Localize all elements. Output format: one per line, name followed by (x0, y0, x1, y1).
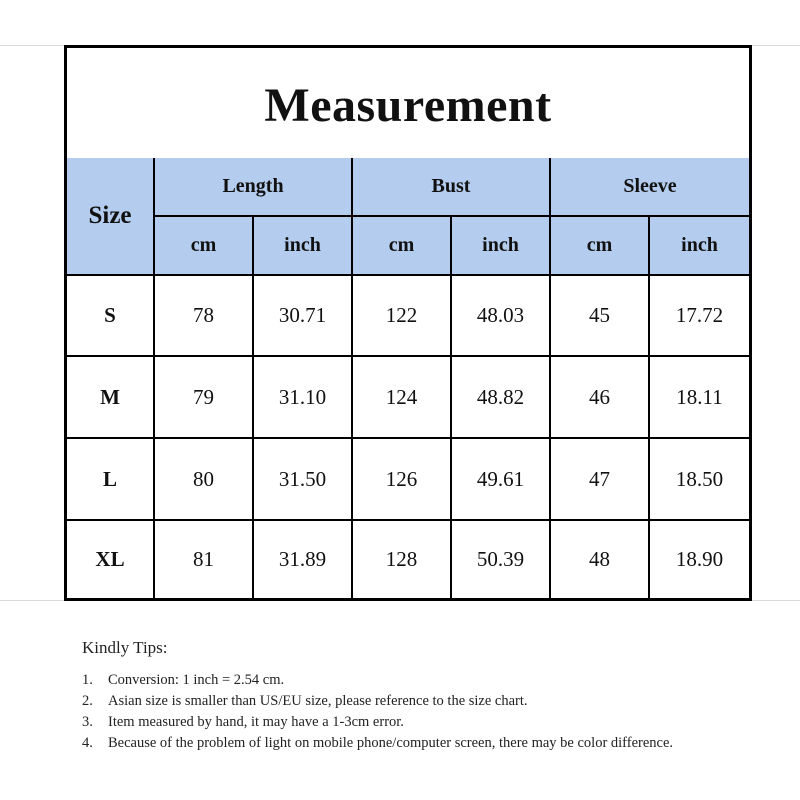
unit-header: cm (155, 217, 254, 276)
title-row (67, 48, 749, 161)
list-item (82, 670, 722, 691)
table-cell: 128 (353, 521, 452, 598)
tip-text: Conversion: 1 inch = 2.54 cm. (108, 672, 285, 688)
unit-header: cm (551, 217, 650, 276)
list-item (82, 691, 722, 712)
tip-text: Asian size is smaller than US/EU size, please reference to the size chart. (108, 693, 528, 709)
tip-number: 4. (82, 735, 93, 751)
table-cell: 48 (551, 521, 650, 598)
table-cell: 50.39 (452, 521, 551, 598)
tip-number: 2. (82, 693, 93, 709)
size-label: M (67, 357, 155, 439)
tip-number: 3. (82, 714, 93, 730)
size-label: XL (67, 521, 155, 598)
size-column-header: Size (67, 158, 155, 276)
tips-list (82, 670, 722, 754)
table-cell: 17.72 (650, 276, 749, 357)
table-cell: 80 (155, 439, 254, 521)
table-cell: 122 (353, 276, 452, 357)
unit-header: inch (254, 217, 353, 276)
list-item (82, 712, 722, 733)
table-cell: 45 (551, 276, 650, 357)
table-cell: 81 (155, 521, 254, 598)
measurement-chart (64, 45, 752, 601)
table-cell: 49.61 (452, 439, 551, 521)
table-cell: 46 (551, 357, 650, 439)
table-cell: 126 (353, 439, 452, 521)
table-cell: 78 (155, 276, 254, 357)
table-cell: 18.50 (650, 439, 749, 521)
tips-title: Kindly Tips: (82, 638, 168, 657)
unit-header: inch (452, 217, 551, 276)
group-header-sleeve: Sleeve (551, 158, 749, 217)
unit-header: inch (650, 217, 749, 276)
table-cell: 79 (155, 357, 254, 439)
tip-text: Because of the problem of light on mobile phone/computer screen, there may be color difference. (108, 735, 674, 751)
list-item (82, 733, 722, 754)
table-cell: 18.90 (675, 547, 724, 571)
kindly-tips (82, 638, 722, 754)
table-cell: 48.03 (452, 276, 551, 357)
group-header-bust: Bust (353, 158, 551, 217)
size-table (67, 158, 749, 598)
group-header-length: Length (155, 158, 353, 217)
table-cell: 31.89 (254, 521, 353, 598)
unit-header: cm (353, 217, 452, 276)
tip-number: 1. (82, 672, 93, 688)
size-label: L (67, 439, 155, 521)
size-label: S (67, 276, 155, 357)
table-cell: 31.50 (254, 439, 353, 521)
table-cell: 48.82 (452, 357, 551, 439)
chart-title: Measurement (264, 78, 552, 132)
table-cell: 31.10 (254, 357, 353, 439)
table-cell: 47 (551, 439, 650, 521)
table-cell: 124 (353, 357, 452, 439)
table-cell: 18.11 (650, 357, 749, 439)
table-cell: 30.71 (254, 276, 353, 357)
tip-text: Item measured by hand, it may have a 1-3cm error. (108, 714, 404, 730)
